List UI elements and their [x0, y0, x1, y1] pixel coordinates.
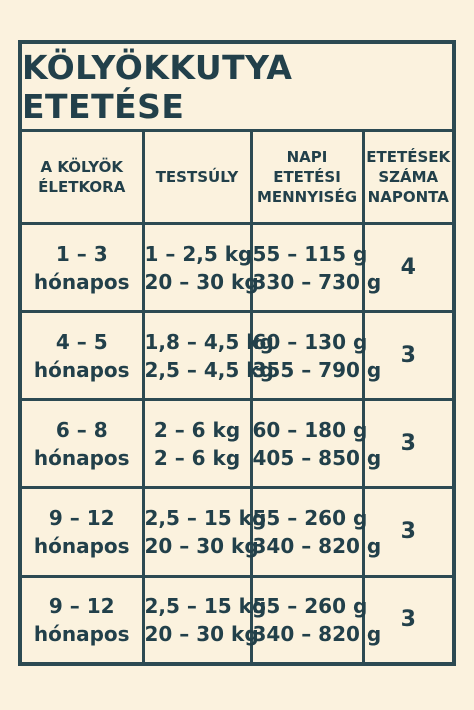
feedings-cell: 3 [363, 400, 452, 488]
feedings-cell: 3 [363, 576, 452, 662]
age-cell: 9 – 12 hónapos [22, 576, 143, 662]
amount-cell: 55 – 115 g 330 – 730 g [251, 224, 363, 312]
amount-cell: 60 – 130 g 355 – 790 g [251, 312, 363, 400]
table-row [22, 576, 452, 662]
age-cell: 1 – 3 hónapos [22, 224, 143, 312]
header-age: A KÖLYÖK ÉLETKORA [22, 132, 143, 224]
table-row [22, 312, 452, 400]
table-row [22, 400, 452, 488]
header-row [22, 132, 452, 224]
age-cell: 6 – 8 hónapos [22, 400, 143, 488]
weight-cell: 2,5 – 15 kg 20 – 30 kg [143, 488, 251, 576]
header-daily-amount: NAPI ETETÉSI MENNYISÉG [251, 132, 363, 224]
weight-cell: 2,5 – 15 kg 20 – 30 kg [143, 576, 251, 662]
feeding-chart [18, 40, 456, 666]
table-row [22, 224, 452, 312]
weight-cell: 1,8 – 4,5 kg 2,5 – 4,5 kg [143, 312, 251, 400]
chart-title: KÖLYÖKKUTYA ETETÉSE [22, 44, 452, 132]
amount-cell: 55 – 260 g 340 – 820 g [251, 576, 363, 662]
header-weight: TESTSÚLY [143, 132, 251, 224]
amount-cell: 60 – 180 g 405 – 850 g [251, 400, 363, 488]
header-feedings-per-day: ETETÉSEK SZÁMA NAPONTA [363, 132, 452, 224]
amount-cell: 55 – 260 g 340 – 820 g [251, 488, 363, 576]
age-cell: 4 – 5 hónapos [22, 312, 143, 400]
feedings-cell: 3 [363, 312, 452, 400]
weight-cell: 2 – 6 kg 2 – 6 kg [143, 400, 251, 488]
weight-cell: 1 – 2,5 kg 20 – 30 kg [143, 224, 251, 312]
feeding-table [22, 132, 452, 662]
age-cell: 9 – 12 hónapos [22, 488, 143, 576]
feedings-cell: 3 [363, 488, 452, 576]
feedings-cell: 4 [363, 224, 452, 312]
table-row [22, 488, 452, 576]
